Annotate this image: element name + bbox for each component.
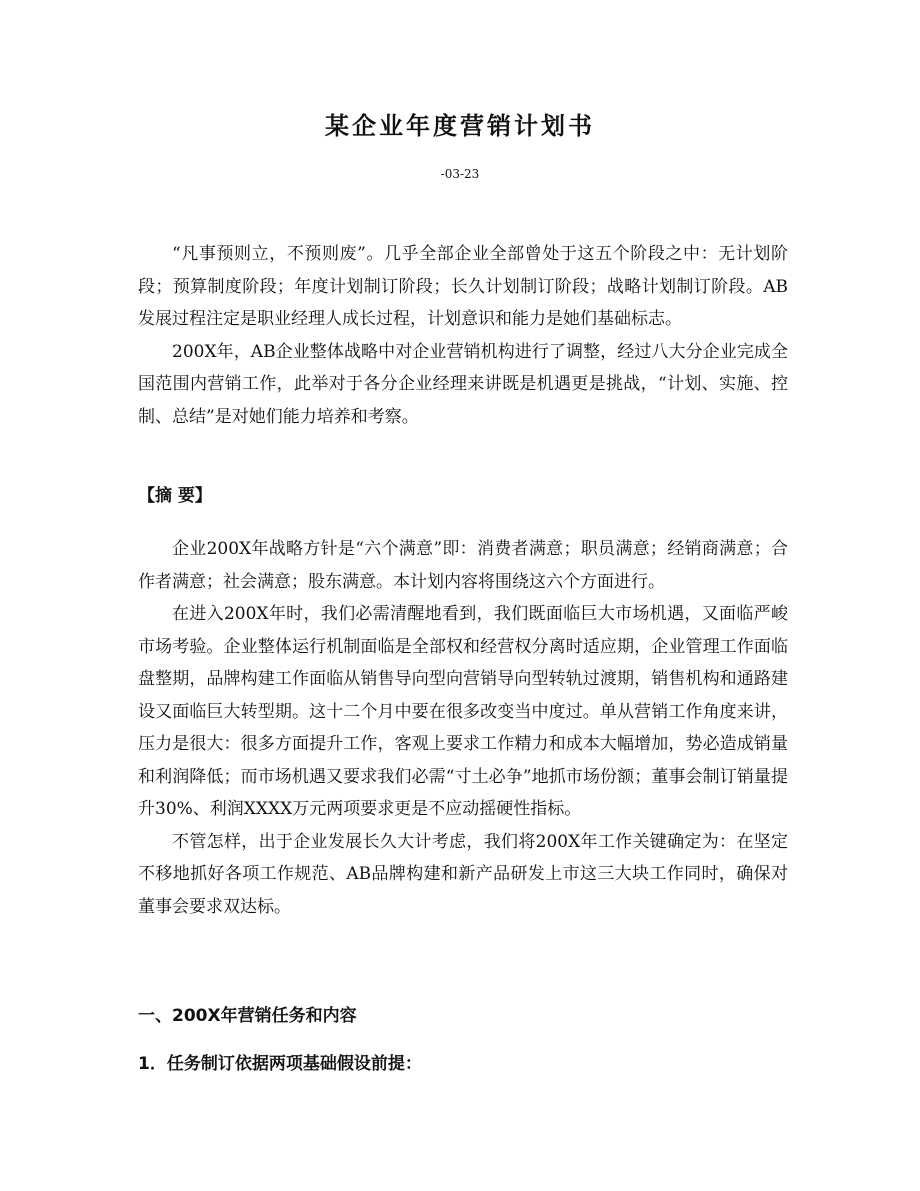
summary-paragraph: 不管怎样，出于企业发展长久大计考虑，我们将200X年工作关键确定为：在坚定不移地抓好各项工作规范、AB品牌构建和新产品研发上市这三大块工作同时，确保对董事会要求双达标。 (138, 831, 788, 917)
summary-section (138, 533, 788, 923)
intro-paragraph: “凡事预则立，不预则废”。几乎全部企业全部曾处于这五个阶段之中：无计划阶段；预算制度阶段；年度计划制订阶段；长久计划制订阶段；战略计划制订阶段。AB发展过程注定是职业经理人成长过程，计划意识和能力是她们基础标志。 (138, 244, 788, 329)
document-title: 某企业年度营销计划书 (325, 112, 595, 140)
document-date: -03-23 (440, 167, 480, 181)
summary-paragraph: 企业200X年战略方针是“六个满意”即：消费者满意；职员满意；经销商满意；合作者满意；社会满意；股东满意。本计划内容将围绕这六个方面进行。 (138, 539, 788, 592)
section-heading: 一、200X年营销任务和内容 (138, 1006, 357, 1026)
summary-heading: 【摘 要】 (138, 486, 212, 506)
summary-paragraph: 在进入200X年时，我们必需清醒地看到，我们既面临巨大市场机遇，又面临严峻市场考验。企业整体运行机制面临是全部权和经营权分离时适应期，企业管理工作面临盘整期，品牌构建工作面临从销售导向型向营销导向型转轨过渡期，销售机构和通路建设又面临巨大转型期。这十二个月中要在很多改变当中度过。单从营销工作角度来讲，压力是很大：很多方面提升工作，客观上要求工作精力和成本大幅增加，势必造成销量和利润降低；而市场机遇又要求我们必需“寸土必争”地抓市场份额；董事会制订销量提升30%、利润XXXX万元两项要求更是不应动摇硬性指标。 (138, 604, 788, 819)
intro-section (138, 238, 788, 433)
subsection-heading: 1．任务制订依据两项基础假设前提： (138, 1054, 422, 1074)
intro-paragraph: 200X年，AB企业整体战略中对企业营销机构进行了调整，经过八大分企业完成全国范围内营销工作，此举对于各分企业经理来讲既是机遇更是挑战，“计划、实施、控制、总结”是对她们能力培养和考察。 (138, 341, 788, 427)
